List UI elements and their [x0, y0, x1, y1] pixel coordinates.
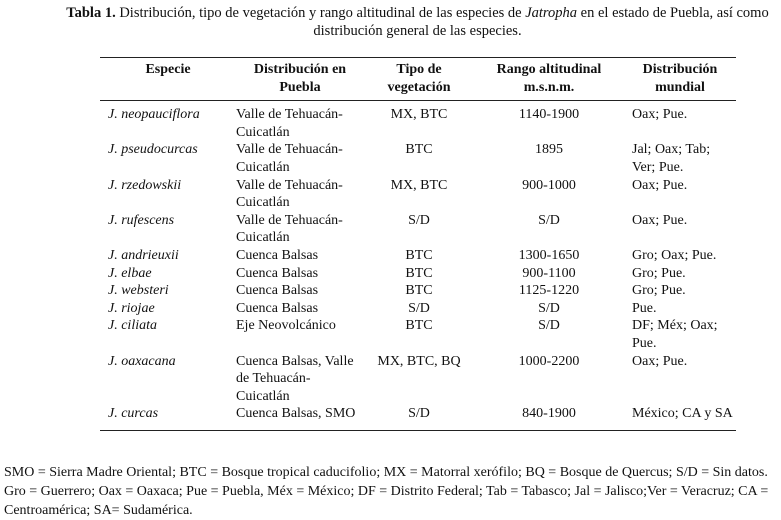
cell-species: J. oaxacana: [108, 353, 176, 369]
cell-altitude-range: 1300-1650: [518, 247, 580, 263]
cell-distribution-puebla: Cuenca Balsas: [236, 265, 319, 281]
cell-species: J. websteri: [108, 283, 169, 299]
cell-world-distribution: Oax; Pue.: [632, 353, 688, 369]
cell-world-distribution: México; CA y SA: [632, 406, 733, 422]
header-distribucion-puebla: Distribución en Puebla: [253, 62, 347, 95]
caption-genus: Jatropha: [525, 5, 578, 21]
cell-altitude-range: 900-1000: [522, 177, 576, 193]
cell-species: J. elbae: [108, 265, 152, 281]
cell-altitude-range: 900-1100: [522, 265, 576, 281]
caption-label: Tabla 1.: [66, 5, 116, 21]
cell-vegetation-type: BTC: [405, 142, 433, 158]
cell-species: J. andrieuxii: [108, 247, 179, 263]
cell-distribution-puebla: Cuenca Balsas: [236, 247, 319, 263]
cell-distribution-puebla: Cuenca Balsas, Valle de Tehuacán-Cuicatlán: [236, 353, 354, 404]
cell-world-distribution: Oax; Pue.: [632, 212, 688, 228]
cell-world-distribution: Jal; Oax; Tab; Ver; Pue.: [632, 142, 711, 175]
header-rango-altitudinal: Rango altitudinal m.s.n.m.: [496, 62, 602, 95]
cell-altitude-range: S/D: [538, 318, 560, 334]
table-row: [100, 405, 736, 430]
table-row: [100, 101, 736, 142]
table-row: [100, 247, 736, 265]
caption-text: Distribución, tipo de vegetación y rango altitudinal de las especies de: [115, 5, 526, 21]
caption-text-end: en el estado de Puebla, así como distribución general de las especies.: [313, 5, 769, 39]
cell-world-distribution: Pue.: [632, 300, 657, 316]
cell-altitude-range: S/D: [538, 300, 560, 316]
header-tipo-vegetacion: Tipo de vegetación: [387, 62, 451, 95]
cell-altitude-range: 1000-2200: [518, 353, 580, 369]
cell-distribution-puebla: Valle de Tehuacán-Cuicatlán: [236, 212, 343, 246]
cell-vegetation-type: S/D: [408, 406, 430, 422]
cell-vegetation-type: MX, BTC, BQ: [377, 353, 461, 369]
cell-species: J. neopauciflora: [108, 107, 200, 123]
cell-world-distribution: Gro; Oax; Pue.: [632, 247, 717, 263]
table-row: [100, 282, 736, 300]
species-table: [100, 57, 736, 431]
cell-world-distribution: Gro; Pue.: [632, 283, 686, 299]
cell-species: J. rzedowskii: [108, 177, 182, 193]
cell-vegetation-type: BTC: [405, 265, 433, 281]
cell-altitude-range: 840-1900: [522, 406, 576, 422]
cell-vegetation-type: BTC: [405, 318, 433, 334]
table-row: [100, 353, 736, 406]
cell-altitude-range: 1125-1220: [518, 283, 580, 299]
cell-vegetation-type: MX, BTC: [390, 177, 448, 193]
table-row: [100, 300, 736, 318]
header-distribucion-mundial: Distribución mundial: [642, 62, 718, 95]
header-row: [100, 58, 736, 101]
cell-altitude-range: S/D: [538, 212, 560, 228]
table-notes: SMO = Sierra Madre Oriental; BTC = Bosque tropical caducifolio; MX = Matorral xerófilo; BQ = Bosque de Quercus; S/D = Sin datos. Gro = Guerrero; Oax = Oaxaca; Pue = Puebla, Méx = México; DF = Distrito Federal; Tab = Tabasco; Jal = Jalisco;Ver = Veracruz; CA = Centroamérica; SA= Sudamérica.: [4, 465, 769, 518]
cell-species: J. ciliata: [108, 318, 157, 334]
cell-vegetation-type: BTC: [405, 247, 433, 263]
cell-distribution-puebla: Cuenca Balsas: [236, 283, 319, 299]
cell-distribution-puebla: Valle de Tehuacán-Cuicatlán: [236, 142, 343, 175]
cell-distribution-puebla: Valle de Tehuacán-Cuicatlán: [236, 177, 343, 211]
cell-world-distribution: Oax; Pue.: [632, 177, 688, 193]
cell-altitude-range: 1895: [535, 142, 563, 158]
cell-world-distribution: Gro; Pue.: [632, 265, 686, 281]
cell-distribution-puebla: Valle de Tehuacán-Cuicatlán: [236, 107, 343, 140]
cell-species: J. pseudocurcas: [108, 142, 198, 158]
cell-world-distribution: Oax; Pue.: [632, 107, 688, 123]
table-row: [100, 212, 736, 247]
cell-vegetation-type: MX, BTC: [390, 107, 448, 123]
cell-world-distribution: DF; Méx; Oax; Pue.: [632, 318, 718, 351]
table-row: [100, 141, 736, 176]
table-row: [100, 317, 736, 352]
cell-distribution-puebla: Cuenca Balsas, SMO: [236, 406, 356, 422]
cell-distribution-puebla: Eje Neovolcánico: [236, 318, 336, 334]
cell-distribution-puebla: Cuenca Balsas: [236, 300, 319, 316]
header-especie: Especie: [145, 62, 191, 77]
cell-vegetation-type: S/D: [408, 212, 430, 228]
cell-species: J. rufescens: [108, 212, 175, 228]
table-row: [100, 265, 736, 283]
cell-species: J. riojae: [108, 300, 155, 316]
cell-species: J. curcas: [108, 406, 159, 422]
cell-vegetation-type: S/D: [408, 300, 430, 316]
table-row: [100, 177, 736, 212]
cell-altitude-range: 1140-1900: [518, 107, 580, 123]
table-caption: [60, 4, 775, 40]
cell-vegetation-type: BTC: [405, 283, 433, 299]
